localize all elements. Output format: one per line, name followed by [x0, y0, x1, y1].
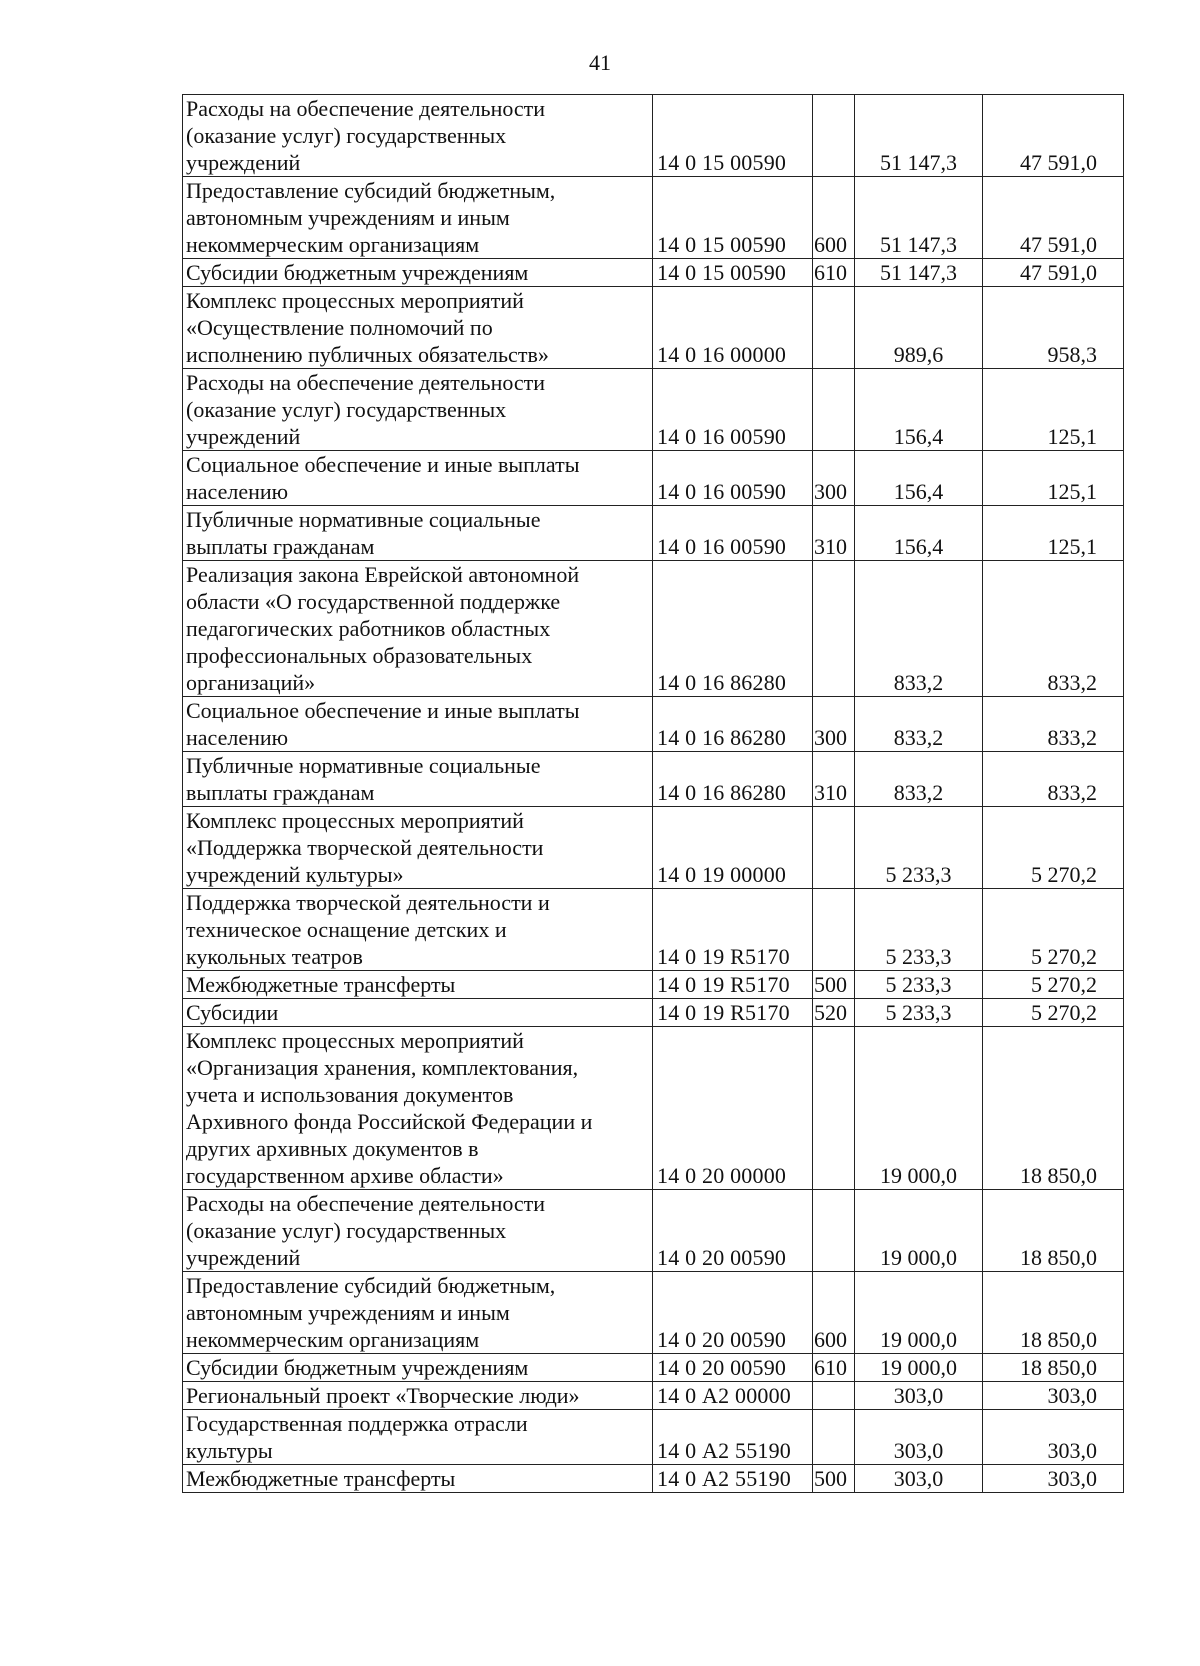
row-name: Региональный проект «Творческие люди»	[183, 1382, 653, 1410]
row-value-first: 5 233,3	[855, 999, 983, 1027]
row-expense-type	[813, 1382, 855, 1410]
budget-table	[182, 94, 1124, 1493]
table-row	[183, 506, 1124, 561]
table-row	[183, 1410, 1124, 1465]
row-value-second: 18 850,0	[983, 1190, 1124, 1272]
row-value-first: 156,4	[855, 369, 983, 451]
page-number: 41	[589, 50, 611, 75]
row-value-first: 19 000,0	[855, 1272, 983, 1354]
row-code: 14 0 16 00000	[653, 287, 813, 369]
table-row	[183, 1190, 1124, 1272]
row-name: Расходы на обеспечение деятельности (оказание услуг) государственных учреждений	[183, 369, 653, 451]
row-value-second: 125,1	[983, 369, 1124, 451]
row-expense-type: 500	[813, 971, 855, 999]
row-expense-type: 300	[813, 697, 855, 752]
row-name: Комплекс процессных мероприятий «Поддержка творческой деятельности учреждений культуры»	[183, 807, 653, 889]
row-value-second: 303,0	[983, 1410, 1124, 1465]
table-row	[183, 752, 1124, 807]
table-row	[183, 451, 1124, 506]
row-code: 14 0 20 00590	[653, 1272, 813, 1354]
row-name: Социальное обеспечение и иные выплаты населению	[183, 697, 653, 752]
row-value-second: 5 270,2	[983, 999, 1124, 1027]
row-value-second: 125,1	[983, 451, 1124, 506]
row-value-first: 156,4	[855, 451, 983, 506]
row-value-first: 303,0	[855, 1465, 983, 1493]
row-code: 14 0 20 00590	[653, 1190, 813, 1272]
row-name: Комплекс процессных мероприятий «Осуществление полномочий по исполнению публичных обязательств»	[183, 287, 653, 369]
row-code: 14 0 20 00590	[653, 1354, 813, 1382]
row-name: Предоставление субсидий бюджетным, автономным учреждениям и иным некоммерческим организациям	[183, 177, 653, 259]
table-row	[183, 999, 1124, 1027]
row-value-first: 989,6	[855, 287, 983, 369]
row-expense-type: 310	[813, 506, 855, 561]
table-row	[183, 889, 1124, 971]
row-code: 14 0 15 00590	[653, 95, 813, 177]
row-name: Субсидии бюджетным учреждениям	[183, 1354, 653, 1382]
row-code: 14 0 19 R5170	[653, 999, 813, 1027]
row-value-first: 303,0	[855, 1410, 983, 1465]
table-row	[183, 697, 1124, 752]
table-row	[183, 369, 1124, 451]
row-value-first: 833,2	[855, 752, 983, 807]
row-name: Поддержка творческой деятельности и техническое оснащение детских и кукольных театров	[183, 889, 653, 971]
row-value-first: 51 147,3	[855, 259, 983, 287]
row-value-second: 833,2	[983, 697, 1124, 752]
row-value-first: 833,2	[855, 697, 983, 752]
row-expense-type: 500	[813, 1465, 855, 1493]
row-expense-type	[813, 369, 855, 451]
row-code: 14 0 16 86280	[653, 697, 813, 752]
row-name: Социальное обеспечение и иные выплаты населению	[183, 451, 653, 506]
row-code: 14 0 16 00590	[653, 451, 813, 506]
row-expense-type: 300	[813, 451, 855, 506]
table-row	[183, 561, 1124, 697]
row-name: Межбюджетные трансферты	[183, 971, 653, 999]
row-value-first: 156,4	[855, 506, 983, 561]
row-value-first: 833,2	[855, 561, 983, 697]
row-code: 14 0 А2 55190	[653, 1465, 813, 1493]
row-value-first: 19 000,0	[855, 1190, 983, 1272]
row-expense-type	[813, 1410, 855, 1465]
table-row	[183, 177, 1124, 259]
row-name: Расходы на обеспечение деятельности (оказание услуг) государственных учреждений	[183, 1190, 653, 1272]
row-expense-type: 610	[813, 259, 855, 287]
row-value-second: 833,2	[983, 561, 1124, 697]
row-expense-type: 600	[813, 1272, 855, 1354]
row-name: Расходы на обеспечение деятельности (оказание услуг) государственных учреждений	[183, 95, 653, 177]
row-expense-type	[813, 95, 855, 177]
row-code: 14 0 19 R5170	[653, 971, 813, 999]
row-name: Публичные нормативные социальные выплаты гражданам	[183, 506, 653, 561]
row-code: 14 0 19 R5170	[653, 889, 813, 971]
row-value-second: 5 270,2	[983, 807, 1124, 889]
row-name: Публичные нормативные социальные выплаты гражданам	[183, 752, 653, 807]
row-value-first: 19 000,0	[855, 1027, 983, 1190]
row-code: 14 0 16 86280	[653, 561, 813, 697]
row-code: 14 0 20 00000	[653, 1027, 813, 1190]
row-name: Субсидии	[183, 999, 653, 1027]
row-value-second: 303,0	[983, 1465, 1124, 1493]
row-value-second: 5 270,2	[983, 889, 1124, 971]
table-row	[183, 1354, 1124, 1382]
row-code: 14 0 15 00590	[653, 259, 813, 287]
row-expense-type: 600	[813, 177, 855, 259]
row-code: 14 0 16 00590	[653, 506, 813, 561]
row-expense-type	[813, 807, 855, 889]
row-value-second: 5 270,2	[983, 971, 1124, 999]
row-value-first: 51 147,3	[855, 95, 983, 177]
table-row	[183, 1382, 1124, 1410]
row-value-first: 303,0	[855, 1382, 983, 1410]
row-value-first: 5 233,3	[855, 807, 983, 889]
row-code: 14 0 15 00590	[653, 177, 813, 259]
table-row	[183, 95, 1124, 177]
row-value-second: 18 850,0	[983, 1027, 1124, 1190]
row-name: Предоставление субсидий бюджетным, автономным учреждениям и иным некоммерческим организациям	[183, 1272, 653, 1354]
row-value-second: 125,1	[983, 506, 1124, 561]
row-code: 14 0 19 00000	[653, 807, 813, 889]
table-row	[183, 1272, 1124, 1354]
row-value-second: 47 591,0	[983, 259, 1124, 287]
table-row	[183, 1027, 1124, 1190]
row-value-first: 5 233,3	[855, 971, 983, 999]
row-expense-type	[813, 889, 855, 971]
table-row	[183, 807, 1124, 889]
row-value-second: 303,0	[983, 1382, 1124, 1410]
row-expense-type	[813, 287, 855, 369]
row-value-second: 47 591,0	[983, 177, 1124, 259]
row-expense-type	[813, 561, 855, 697]
row-name: Комплекс процессных мероприятий «Организация хранения, комплектования, учета и использования документов Архивного фонда Российской Федерации и других архивных документов в государственном архиве области»	[183, 1027, 653, 1190]
row-value-second: 18 850,0	[983, 1272, 1124, 1354]
row-expense-type: 610	[813, 1354, 855, 1382]
row-name: Реализация закона Еврейской автономной области «О государственной поддержке педагогических работников областных профессиональных образовательных организаций»	[183, 561, 653, 697]
row-code: 14 0 А2 55190	[653, 1410, 813, 1465]
row-value-first: 19 000,0	[855, 1354, 983, 1382]
budget-table-body	[183, 95, 1124, 1493]
row-name: Субсидии бюджетным учреждениям	[183, 259, 653, 287]
row-value-second: 833,2	[983, 752, 1124, 807]
row-value-second: 18 850,0	[983, 1354, 1124, 1382]
row-name: Межбюджетные трансферты	[183, 1465, 653, 1493]
row-code: 14 0 А2 00000	[653, 1382, 813, 1410]
row-value-first: 5 233,3	[855, 889, 983, 971]
row-name: Государственная поддержка отрасли культуры	[183, 1410, 653, 1465]
table-row	[183, 287, 1124, 369]
row-code: 14 0 16 00590	[653, 369, 813, 451]
table-row	[183, 259, 1124, 287]
row-expense-type	[813, 1027, 855, 1190]
row-expense-type: 310	[813, 752, 855, 807]
row-value-first: 51 147,3	[855, 177, 983, 259]
row-code: 14 0 16 86280	[653, 752, 813, 807]
row-value-second: 958,3	[983, 287, 1124, 369]
row-value-second: 47 591,0	[983, 95, 1124, 177]
row-expense-type: 520	[813, 999, 855, 1027]
row-expense-type	[813, 1190, 855, 1272]
table-row	[183, 971, 1124, 999]
table-row	[183, 1465, 1124, 1493]
